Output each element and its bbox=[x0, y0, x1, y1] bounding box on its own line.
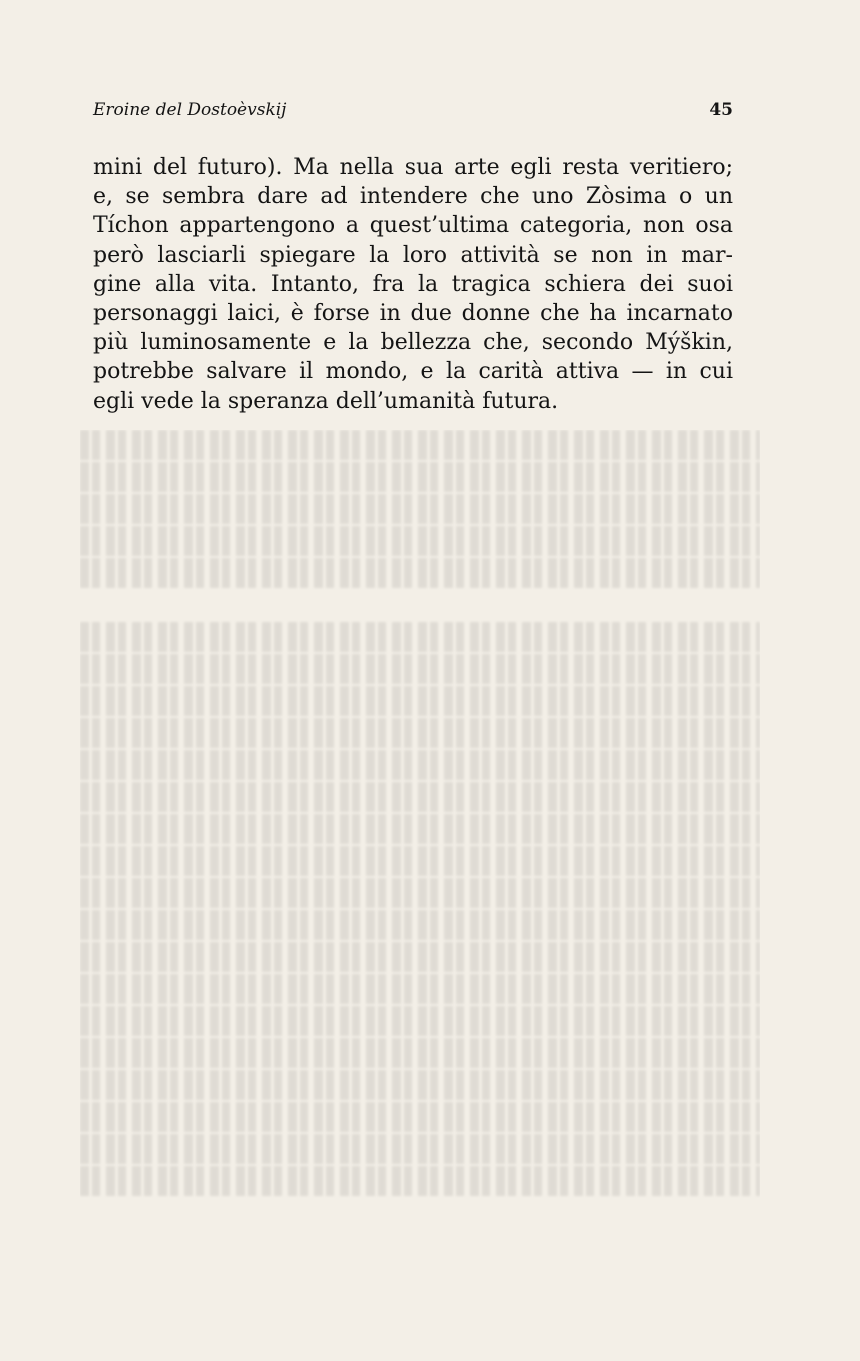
text-line: mini del futuro). Ma nella sua arte egli resta veritiero; bbox=[93, 155, 733, 180]
text-line: più luminosamente e la bellezza che, secondo Mýškin, bbox=[93, 330, 733, 356]
body-paragraph bbox=[93, 153, 733, 416]
text-line: personaggi laici, è forse in due donne che ha incarnato bbox=[93, 300, 733, 326]
text-line: Tíchon appartengono a quest’ultima categoria, non osa bbox=[93, 213, 733, 239]
running-title: Eroine del Dostoèvskij bbox=[93, 100, 287, 120]
text-line: e, se sembra dare ad intendere che uno Zòsima o un bbox=[93, 184, 733, 210]
text-line: egli vede la speranza dell’umanità futura. bbox=[93, 388, 559, 414]
page-number: 45 bbox=[709, 100, 733, 120]
running-head bbox=[93, 100, 733, 120]
show-through-texture bbox=[80, 430, 760, 1220]
text-line: gine alla vita. Intanto, fra la tragica schiera dei suoi bbox=[93, 271, 733, 297]
text-line: però lasciarli spiegare la loro attività se non in mar- bbox=[93, 242, 733, 268]
text-line: potrebbe salvare il mondo, e la carità attiva — in cui bbox=[93, 359, 733, 385]
